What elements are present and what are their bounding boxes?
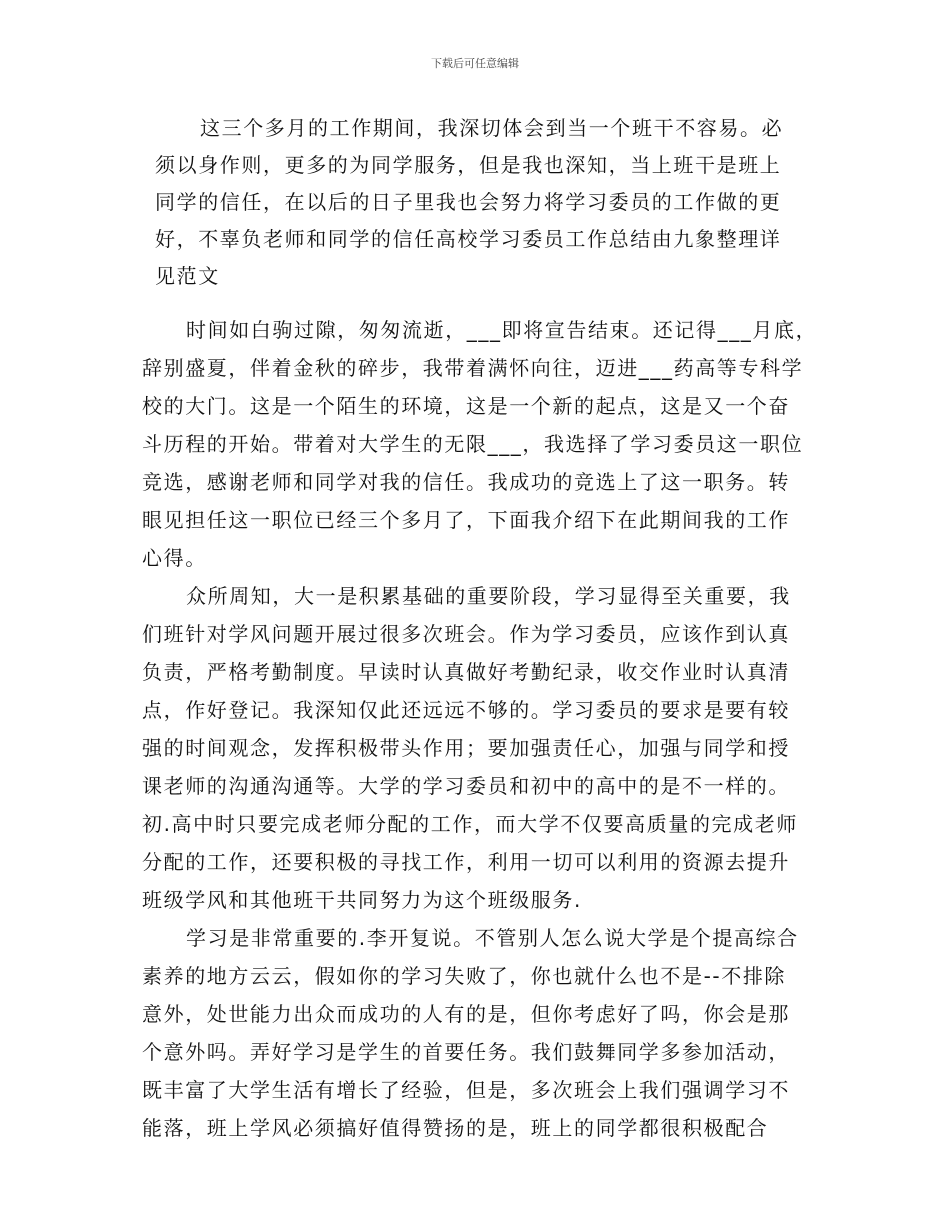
text-line: 强的时间观念，发挥积极带头作用；要加强责任心，加强与同学和授: [142, 736, 790, 760]
text-line: 辞别盛夏，伴着金秋的碎步，我带着满怀向往，迈进___药高等专科学: [142, 356, 804, 380]
text-line: 班级学风和其他班干共同努力为这个班级服务.: [142, 888, 582, 912]
text-line: 时间如白驹过隙，匆匆流逝，___即将宣告结束。还记得___月底，: [186, 318, 818, 342]
text-line: 好，不辜负老师和同学的信任高校学习委员工作总结由九象整理详: [155, 227, 782, 251]
text-line: 意外，处世能力出众而成功的人有的是，但你考虑好了吗，你会是那: [142, 1002, 790, 1026]
text-line: 个意外吗。弄好学习是学生的首要任务。我们鼓舞同学多参加活动，: [142, 1040, 790, 1064]
text-line: 负责，严格考勤制度。早读时认真做好考勤纪录，收交作业时认真清: [142, 660, 790, 684]
text-line: 竞选，感谢老师和同学对我的信任。我成功的竞选上了这一职务。转: [142, 470, 790, 494]
text-line: 斗历程的开始。带着对大学生的无限___，我选择了学习委员这一职位: [142, 432, 804, 456]
text-line: 们班针对学风问题开展过很多次班会。作为学习委员，应该作到认真: [142, 622, 790, 646]
text-line: 既丰富了大学生活有增长了经验，但是，多次班会上我们强调学习不: [142, 1078, 790, 1102]
text-line: 点，作好登记。我深知仅此还远远不够的。学习委员的要求是要有较: [142, 698, 790, 722]
text-line: 分配的工作，还要积极的寻找工作，利用一切可以利用的资源去提升: [142, 850, 790, 874]
text-line: 眼见担任这一职位已经三个多月了，下面我介绍下在此期间我的工作: [142, 508, 790, 532]
text-line: 众所周知，大一是积累基础的重要阶段，学习显得至关重要，我: [186, 584, 791, 608]
text-line: 同学的信任，在以后的日子里我也会努力将学习委员的工作做的更: [155, 190, 782, 214]
text-line: 校的大门。这是一个陌生的环境，这是一个新的起点，这是又一个奋: [142, 394, 790, 418]
text-line: 学习是非常重要的.李开复说。不管别人怎么说大学是个提高综合: [186, 926, 799, 950]
text-line: 这三个多月的工作期间，我深切体会到当一个班干不容易。必: [200, 116, 784, 140]
text-line: 课老师的沟通沟通等。大学的学习委员和初中的高中的是不一样的。: [142, 774, 790, 798]
text-line: 心得。: [142, 546, 207, 570]
text-line: 须以身作则，更多的为同学服务，但是我也深知，当上班干是班上: [155, 153, 782, 177]
text-line: 能落，班上学风必须搞好值得赞扬的是，班上的同学都很积极配合: [142, 1116, 769, 1140]
text-line: 素养的地方云云，假如你的学习失败了，你也就什么也不是--不排除: [142, 964, 787, 988]
text-line: 见范文: [155, 264, 220, 288]
text-line: 初.高中时只要完成老师分配的工作，而大学不仅要高质量的完成老师: [142, 812, 798, 836]
page-header: 下载后可任意编辑: [431, 57, 519, 70]
